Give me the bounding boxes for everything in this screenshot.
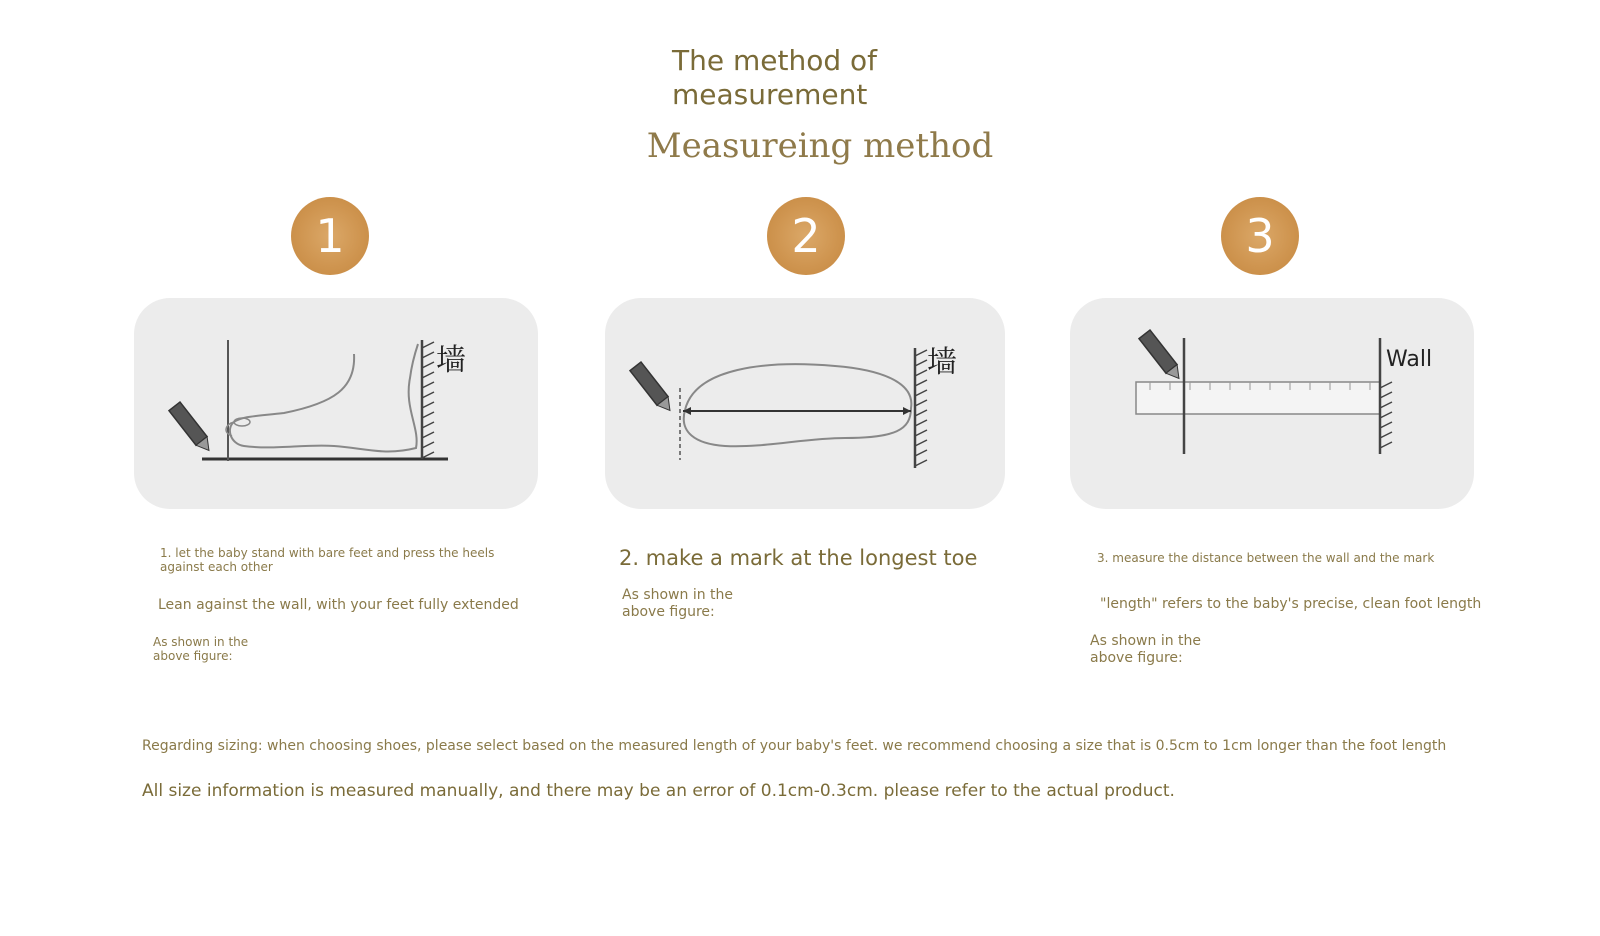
step-1-badge: 1 [291, 197, 369, 275]
step-3-caption: 3. measure the distance between the wall and the mark [1097, 551, 1435, 565]
step-1-caption: 1. let the baby stand with bare feet and press the heels against each other [160, 546, 495, 574]
step-2-figure-note: As shown in the above figure: [622, 587, 734, 620]
ruler-icon [1070, 298, 1474, 509]
page-subtitle: Measureing method [646, 126, 994, 166]
error-note: All size information is measured manually, and there may be an error of 0.1cm-0.3cm. please refer to the actual product. [142, 781, 1175, 801]
foot-top-icon [605, 298, 1005, 509]
pencil-icon [169, 402, 215, 455]
wall-label: 墙 [927, 345, 957, 380]
step-3-badge: 3 [1221, 197, 1299, 275]
page-title-line1: The method of [672, 44, 877, 77]
step-2-badge: 2 [767, 197, 845, 275]
foot-side-icon [134, 298, 538, 509]
wall-label: Wall [1386, 347, 1433, 372]
pencil-icon [630, 362, 676, 415]
sizing-note: Regarding sizing: when choosing shoes, please select based on the measured length of your baby's feet. we recommend choosing a size that is 0.5cm to 1cm longer than the foot length [142, 738, 1447, 754]
page-title-line2: measurement [672, 78, 868, 111]
pencil-icon [1139, 330, 1185, 383]
step-2-illustration [605, 298, 1005, 509]
page-title [672, 44, 972, 112]
step-1-detail: Lean against the wall, with your feet fully extended [158, 597, 519, 613]
step-3-figure-note: As shown in the above figure: [1090, 633, 1202, 666]
step-1-illustration [134, 298, 538, 509]
step-1-figure-note: As shown in the above figure: [153, 635, 249, 663]
step-2-caption: 2. make a mark at the longest toe [619, 546, 978, 570]
wall-label: 墙 [436, 343, 466, 378]
step-3-detail: "length" refers to the baby's precise, clean foot length [1100, 596, 1482, 612]
step-3-illustration [1070, 298, 1474, 509]
